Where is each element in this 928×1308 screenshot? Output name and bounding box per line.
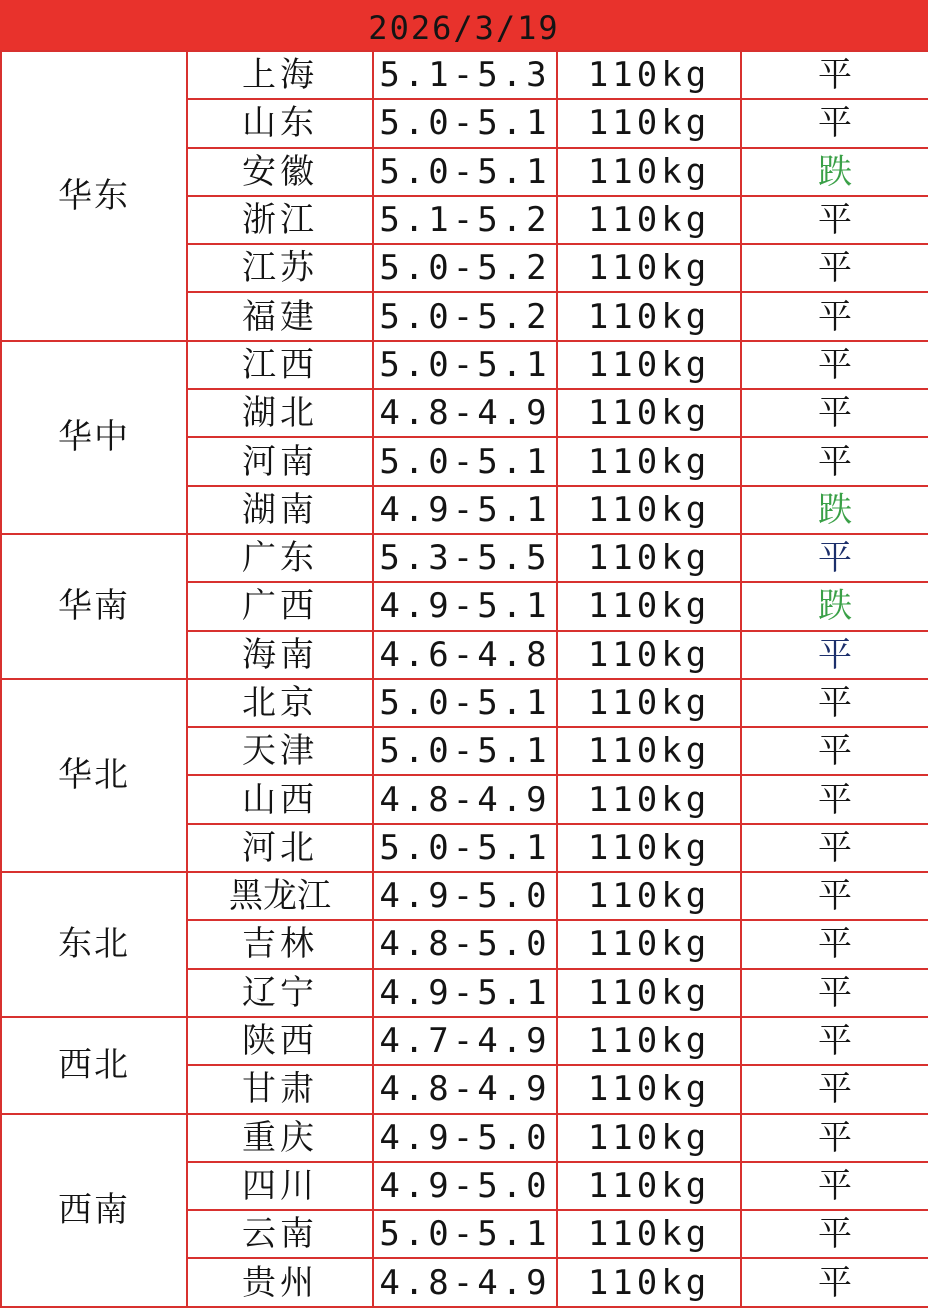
price-cell: 4.8-4.9 [373,389,557,437]
province-cell: 四川 [187,1162,373,1210]
weight-cell: 110kg [557,99,741,147]
price-cell: 5.0-5.2 [373,292,557,340]
trend-cell: 跌 [741,486,928,534]
region-cell: 华东 [1,51,187,341]
price-cell: 5.0-5.1 [373,437,557,485]
weight-cell: 110kg [557,486,741,534]
province-cell: 贵州 [187,1258,373,1306]
province-cell: 安徽 [187,148,373,196]
trend-cell: 平 [741,631,928,679]
weight-cell: 110kg [557,775,741,823]
price-cell: 5.0-5.1 [373,824,557,872]
trend-cell: 平 [741,1210,928,1258]
weight-cell: 110kg [557,582,741,630]
province-cell: 山西 [187,775,373,823]
region-cell: 东北 [1,872,187,1017]
region-cell: 西北 [1,1017,187,1114]
province-cell: 广西 [187,582,373,630]
table-row [1,679,928,727]
price-cell: 4.9-5.1 [373,486,557,534]
province-cell: 甘肃 [187,1065,373,1113]
price-cell: 4.8-4.9 [373,1258,557,1306]
price-cell: 4.8-4.9 [373,775,557,823]
province-cell: 陕西 [187,1017,373,1065]
table-row [1,534,928,582]
province-cell: 吉林 [187,920,373,968]
report-date: 2026/3/19 [368,9,560,47]
price-cell: 5.0-5.1 [373,727,557,775]
weight-cell: 110kg [557,196,741,244]
trend-cell: 平 [741,341,928,389]
province-cell: 海南 [187,631,373,679]
trend-cell: 平 [741,51,928,99]
trend-cell: 跌 [741,582,928,630]
province-cell: 河北 [187,824,373,872]
weight-cell: 110kg [557,679,741,727]
province-cell: 重庆 [187,1114,373,1162]
price-cell: 5.0-5.1 [373,148,557,196]
province-cell: 浙江 [187,196,373,244]
price-cell: 5.0-5.1 [373,341,557,389]
trend-cell: 平 [741,1162,928,1210]
trend-cell: 跌 [741,148,928,196]
region-cell: 华北 [1,679,187,872]
region-cell: 华中 [1,341,187,534]
weight-cell: 110kg [557,148,741,196]
trend-cell: 平 [741,292,928,340]
price-cell: 4.6-4.8 [373,631,557,679]
weight-cell: 110kg [557,1210,741,1258]
weight-cell: 110kg [557,969,741,1017]
region-cell: 西南 [1,1114,187,1307]
weight-cell: 110kg [557,1065,741,1113]
trend-cell: 平 [741,196,928,244]
table-row [1,341,928,389]
weight-cell: 110kg [557,51,741,99]
trend-cell: 平 [741,727,928,775]
weight-cell: 110kg [557,920,741,968]
province-cell: 云南 [187,1210,373,1258]
province-cell: 湖北 [187,389,373,437]
weight-cell: 110kg [557,292,741,340]
price-cell: 4.8-5.0 [373,920,557,968]
price-cell: 4.9-5.0 [373,1162,557,1210]
province-cell: 辽宁 [187,969,373,1017]
trend-cell: 平 [741,1065,928,1113]
trend-cell: 平 [741,920,928,968]
price-cell: 4.9-5.0 [373,872,557,920]
price-cell: 5.0-5.2 [373,244,557,292]
trend-cell: 平 [741,99,928,147]
province-cell: 天津 [187,727,373,775]
price-cell: 5.1-5.3 [373,51,557,99]
header-banner [0,0,928,50]
price-cell: 4.7-4.9 [373,1017,557,1065]
table-row [1,1114,928,1162]
price-cell: 4.9-5.1 [373,582,557,630]
trend-cell: 平 [741,824,928,872]
province-cell: 黑龙江 [187,872,373,920]
trend-cell: 平 [741,775,928,823]
province-cell: 广东 [187,534,373,582]
price-cell: 4.9-5.0 [373,1114,557,1162]
price-table-body [1,51,928,1307]
province-cell: 江苏 [187,244,373,292]
weight-cell: 110kg [557,1114,741,1162]
weight-cell: 110kg [557,341,741,389]
province-cell: 湖南 [187,486,373,534]
trend-cell: 平 [741,244,928,292]
weight-cell: 110kg [557,872,741,920]
table-row [1,1017,928,1065]
weight-cell: 110kg [557,1017,741,1065]
weight-cell: 110kg [557,1162,741,1210]
table-row [1,872,928,920]
region-cell: 华南 [1,534,187,679]
price-cell: 5.0-5.1 [373,99,557,147]
price-table [0,50,928,1308]
province-cell: 江西 [187,341,373,389]
weight-cell: 110kg [557,244,741,292]
weight-cell: 110kg [557,631,741,679]
trend-cell: 平 [741,679,928,727]
price-cell: 5.0-5.1 [373,679,557,727]
province-cell: 福建 [187,292,373,340]
province-cell: 北京 [187,679,373,727]
trend-cell: 平 [741,1258,928,1306]
weight-cell: 110kg [557,389,741,437]
weight-cell: 110kg [557,534,741,582]
trend-cell: 平 [741,1114,928,1162]
weight-cell: 110kg [557,824,741,872]
price-cell: 4.8-4.9 [373,1065,557,1113]
price-cell: 5.3-5.5 [373,534,557,582]
province-cell: 河南 [187,437,373,485]
weight-cell: 110kg [557,437,741,485]
weight-cell: 110kg [557,727,741,775]
trend-cell: 平 [741,534,928,582]
trend-cell: 平 [741,1017,928,1065]
trend-cell: 平 [741,969,928,1017]
trend-cell: 平 [741,437,928,485]
trend-cell: 平 [741,389,928,437]
province-cell: 山东 [187,99,373,147]
price-cell: 5.1-5.2 [373,196,557,244]
trend-cell: 平 [741,872,928,920]
price-cell: 4.9-5.1 [373,969,557,1017]
price-cell: 5.0-5.1 [373,1210,557,1258]
province-cell: 上海 [187,51,373,99]
weight-cell: 110kg [557,1258,741,1306]
table-row [1,51,928,99]
